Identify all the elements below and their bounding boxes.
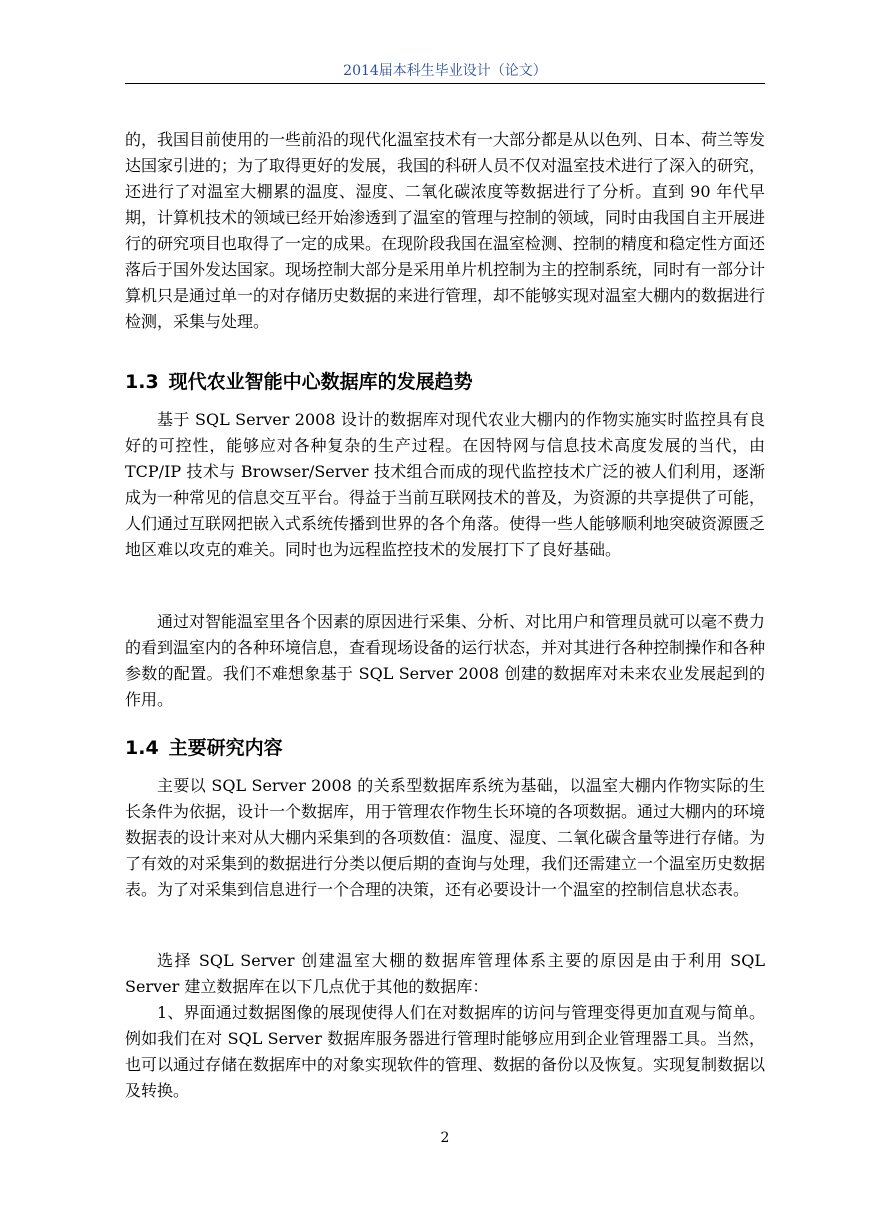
page-number: 2 xyxy=(440,1130,450,1146)
header-rule xyxy=(125,83,765,84)
section-number: 1.4 xyxy=(125,737,159,759)
section-title: 主要研究内容 xyxy=(168,737,283,759)
section-title: 现代农业智能中心数据库的发展趋势 xyxy=(168,371,473,393)
section-heading-1-3 xyxy=(125,369,765,395)
paragraph-6: 1、界面通过数据图像的展现使得人们在对数据库的访问与管理变得更加直观与简单。例如我们在对 SQL Server 数据库服务器进行管理时能够应用到企业管理器工具。当然，也可以通过存储在数据库中的对象实现软件的管理、数据的备份以及恢复。实现复制数据以及转换。 xyxy=(125,1003,766,1100)
paragraph-2: 基于 SQL Server 2008 设计的数据库对现代农业大棚内的作物实施实时监控具有良好的可控性，能够应对各种复杂的生产过程。在因特网与信息技术高度发展的当代，由 TCP/IP 技术与 Browser/Server 技术组合而成的现代监控技术广泛的被人们利用，逐渐成为一种常见的信息交互平台。得益于当前互联网技术的普及，为资源的共享提供了可能，人们通过互联网把嵌入式系统传播到世界的各个角落。使得一些人能够顺利地突破资源匮乏地区难以攻克的难关。同时也为远程监控技术的发展打下了良好基础。 xyxy=(125,410,766,559)
paragraph-1: 的，我国目前使用的一些前沿的现代化温室技术有一大部分都是从以色列、日本、荷兰等发达国家引进的；为了取得更好的发展，我国的科研人员不仅对温室技术进行了深入的研究，还进行了对温室大棚累的温度、湿度、二氧化碳浓度等数据进行了分析。直到 90 年代早期，计算机技术的领域已经开始渗透到了温室的管理与控制的领域，同时由我国自主开展进行的研究项目也取得了一定的成果。在现阶段我国在温室检测、控制的精度和稳定性方面还落后于国外发达国家。现场控制大部分是采用单片机控制为主的控制系统，同时有一部分计算机只是通过单一的对存储历史数据的来进行管理，却不能够实现对温室大棚内的数据进行检测，采集与处理。 xyxy=(125,130,766,331)
paragraph-4: 主要以 SQL Server 2008 的关系型数据库系统为基础，以温室大棚内作物实际的生长条件为依据，设计一个数据库，用于管理农作物生长环境的各项数据。通过大棚内的环境数据表的设计来对从大棚内采集到的各项数值：温度、湿度、二氧化碳含量等进行存储。为了有效的对采集到的数据进行分类以便后期的查询与处理，我们还需建立一个温室历史数据表。为了对采集到信息进行一个合理的决策，还有必要设计一个温室的控制信息状态表。 xyxy=(125,776,766,899)
paragraph-3: 通过对智能温室里各个因素的原因进行采集、分析、对比用户和管理员就可以毫不费力的看到温室内的各种环境信息，查看现场设备的运行状态，并对其进行各种控制操作和各种参数的配置。我们不难想象基于 SQL Server 2008 创建的数据库对未来农业发展起到的作用。 xyxy=(125,612,766,709)
section-heading-1-4 xyxy=(125,735,765,761)
running-header: 2014届本科生毕业设计（论文） xyxy=(343,63,547,79)
section-number: 1.3 xyxy=(125,371,159,393)
paragraph-5: 选择 SQL Server 创建温室大棚的数据库管理体系主要的原因是由于利用 SQL Server 建立数据库在以下几点优于其他的数据库： xyxy=(125,951,765,996)
